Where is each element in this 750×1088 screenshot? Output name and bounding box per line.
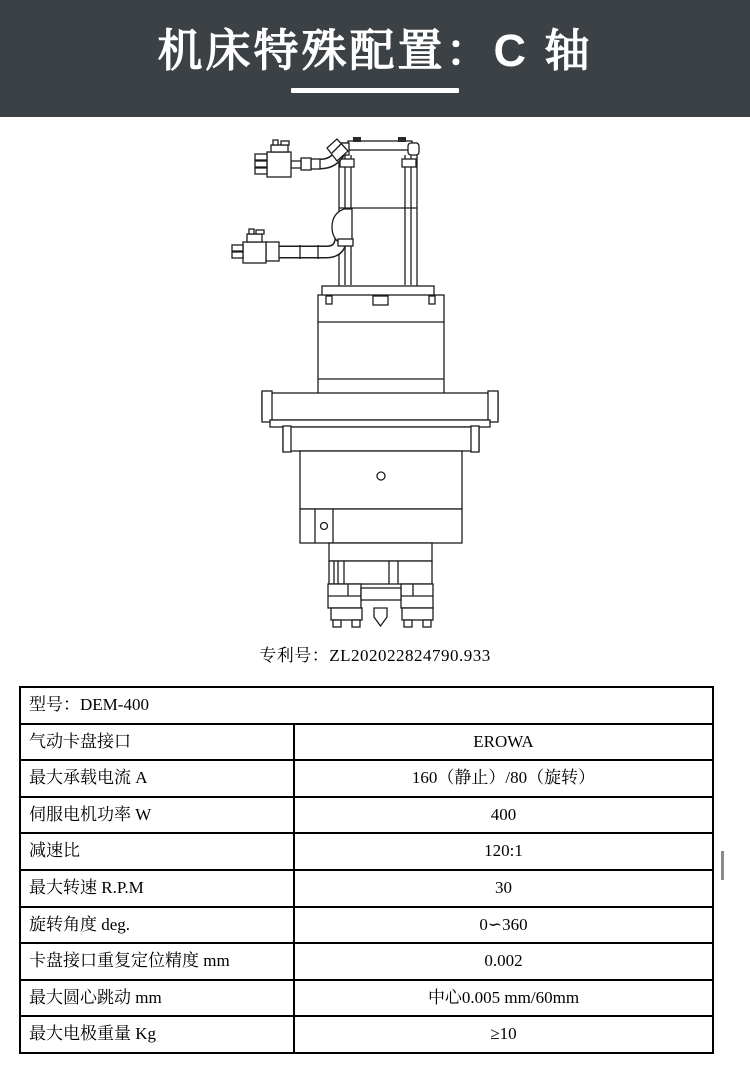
gearbox [318,295,444,394]
spec-value: EROWA [294,724,713,761]
table-row [20,797,713,834]
encoder-cable [255,139,348,177]
spec-value: 30 [294,870,713,907]
technical-drawing [0,135,750,635]
table-row [20,943,713,980]
chuck-interface [328,543,433,627]
spec-value: 120:1 [294,833,713,870]
spec-value: 0∽360 [294,907,713,944]
spec-label: 伺服电机功率 W [20,797,294,834]
spec-value: 400 [294,797,713,834]
table-row [20,833,713,870]
page-title: 机床特殊配置：C 轴 [157,25,593,76]
page-header [0,0,750,117]
table-row [20,870,713,907]
table-row [20,1016,713,1053]
spec-value: ≥10 [294,1016,713,1053]
table-row [20,980,713,1017]
table-row [20,907,713,944]
spec-label: 最大承载电流 A [20,760,294,797]
mounting-flange [262,391,498,452]
spec-label: 气动卡盘接口 [20,724,294,761]
table-row [20,760,713,797]
title-underline [291,88,459,93]
spec-label: 最大电极重量 Kg [20,1016,294,1053]
spec-label: 卡盘接口重复定位精度 mm [20,943,294,980]
power-cable [232,209,353,263]
spec-value: 0.002 [294,943,713,980]
spec-label: 最大圆心跳动 mm [20,980,294,1017]
spec-label: 旋转角度 deg. [20,907,294,944]
table-row-model [20,687,713,724]
model-cell: 型号：DEM-400 [20,687,713,724]
spec-value: 160（静止）/80（旋转） [294,760,713,797]
spec-label: 减速比 [20,833,294,870]
spec-label: 最大转速 R.P.M [20,870,294,907]
spec-value: 中心0.005 mm/60mm [294,980,713,1017]
scrollbar-thumb[interactable] [721,851,724,880]
spec-table [19,686,714,1054]
housing-body [300,451,462,543]
patent-number: 专利号：ZL202022824790.933 [259,646,491,665]
table-row [20,724,713,761]
